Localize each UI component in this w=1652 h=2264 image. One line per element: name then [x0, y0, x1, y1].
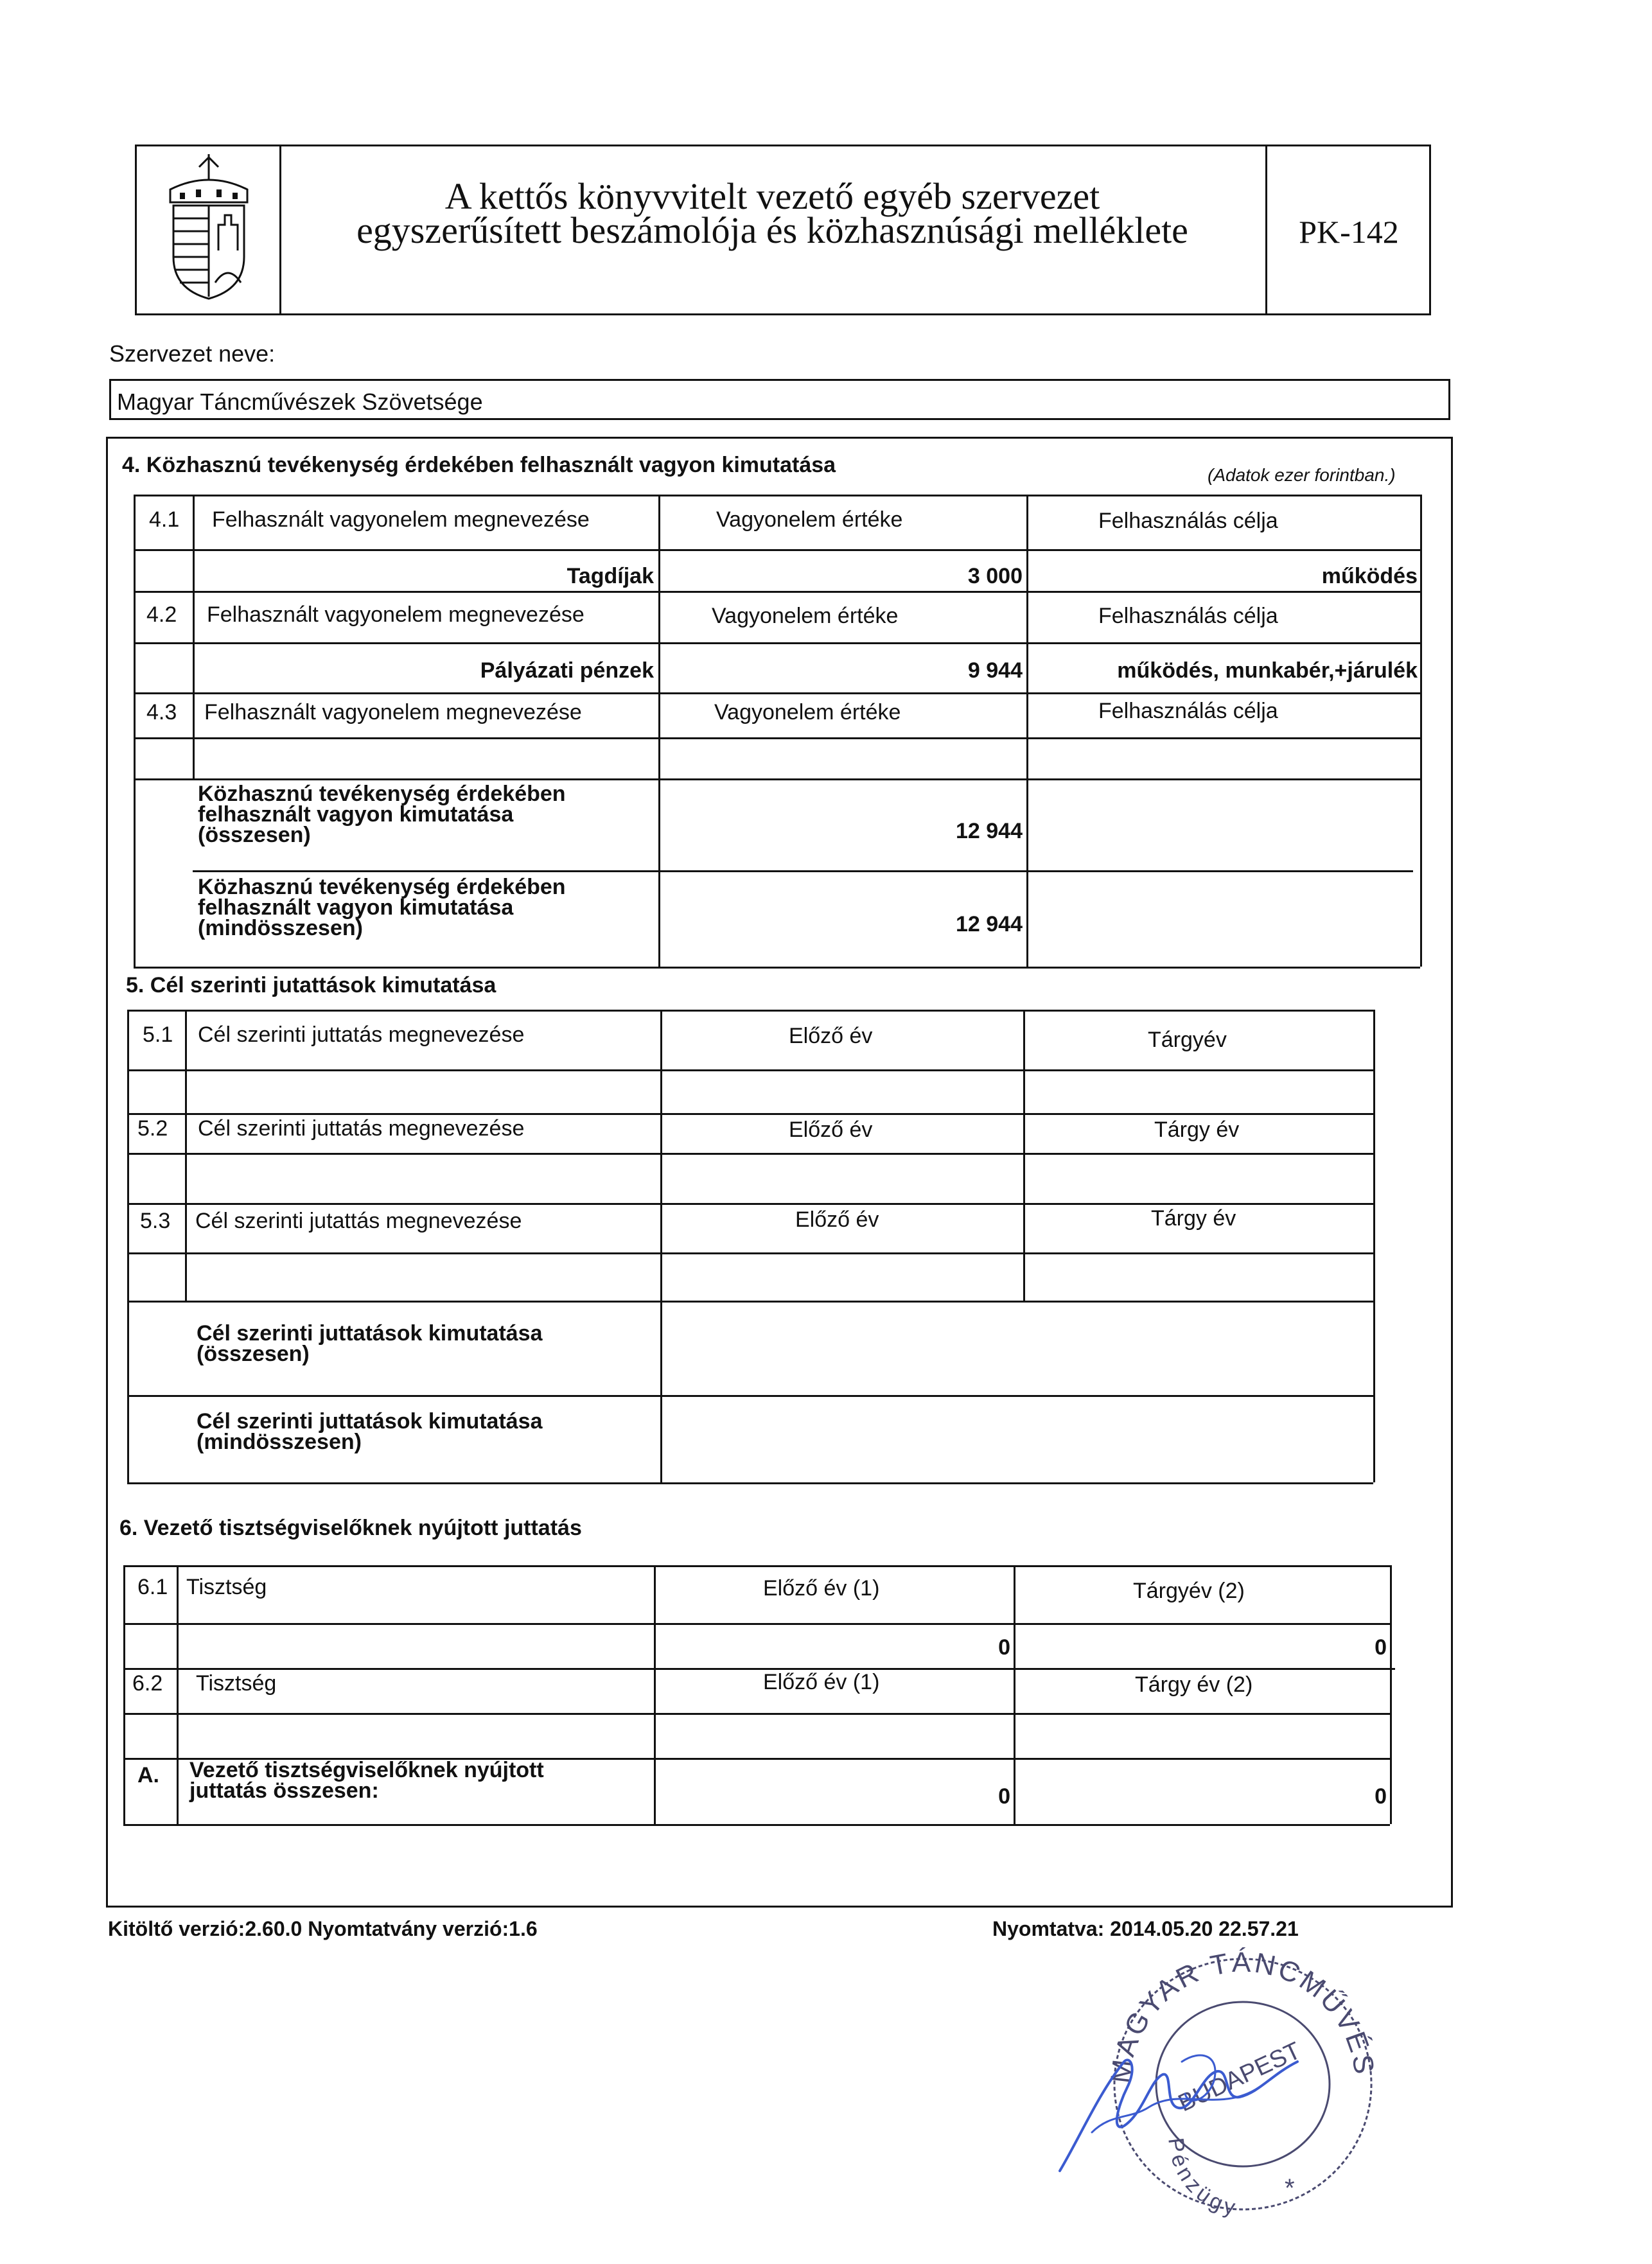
s4-row1-col3: Felhasználás célja [1098, 509, 1278, 533]
s6-row1-num: 6.1 [137, 1575, 168, 1599]
s5-vline-right [1373, 1010, 1375, 1482]
footer-version: Kitöltő verzió:2.60.0 Nyomtatvány verzió:1.6 [108, 1917, 538, 1940]
s6-vline-num [177, 1565, 179, 1824]
s4-row2-num: 4.2 [146, 602, 177, 627]
s4-line-6 [134, 778, 1420, 780]
s4-row1-value: 3 000 [967, 564, 1023, 588]
s4-line-bottom [134, 967, 1420, 969]
s6-total-num: A. [137, 1763, 159, 1787]
s5-line-5 [127, 1252, 1373, 1254]
s4-row2-col2: Vagyonelem értéke [712, 604, 899, 628]
title-line-1: A kettős könyvvitelt vezető egyéb szervezet [444, 175, 1100, 217]
s5-row3-col3: Tárgy év [1151, 1206, 1236, 1231]
s4-grand-total-label: Közhasznú tevékenység érdekében felhasznált vagyon kimutatása (mindösszesen) [198, 875, 566, 940]
s5-line-top [127, 1010, 1373, 1012]
s5-row1-col2: Előző év [789, 1024, 873, 1048]
s4-vline-num [193, 495, 195, 778]
s6-line-top [123, 1565, 1390, 1567]
s4-row1-num: 4.1 [149, 507, 180, 532]
s6-line-2 [123, 1668, 1395, 1670]
s4-row2-col1: Felhasznált vagyonelem megnevezése [207, 602, 584, 627]
s6-total-curr: 0 [1375, 1784, 1387, 1809]
section4-note: (Adatok ezer forintban.) [1208, 465, 1396, 485]
s6-row2-col3: Tárgy év (2) [1135, 1672, 1253, 1697]
stamp-bottom-text: Pénzügy [1163, 2136, 1242, 2221]
s6-line-1 [123, 1623, 1390, 1625]
s5-row2-col3: Tárgy év [1154, 1118, 1240, 1142]
s6-total-prev: 0 [998, 1784, 1010, 1809]
s4-line-5 [134, 737, 1420, 739]
s5-row1-col3: Tárgyév [1148, 1028, 1227, 1052]
s6-vline-right [1390, 1565, 1392, 1824]
signature [1053, 2036, 1323, 2177]
svg-text:*: * [1285, 2174, 1295, 2202]
s5-line-bottom [127, 1482, 1373, 1484]
s5-grand-total-label: Cél szerinti juttatások kimutatása (mindösszesen) [197, 1409, 543, 1454]
coat-of-arms-icon [161, 154, 257, 302]
s6-row2-col1: Tisztség [196, 1671, 277, 1696]
s4-line-3 [134, 642, 1420, 644]
header-divider-left [279, 145, 281, 315]
s6-row2-col2: Előző év (1) [763, 1670, 880, 1694]
s5-line-4 [127, 1203, 1373, 1205]
s6-row1-prev: 0 [998, 1635, 1010, 1660]
s6-vline-prev [1014, 1565, 1015, 1824]
s5-row1-col1: Cél szerinti juttatás megnevezése [198, 1022, 525, 1047]
s4-row1-item: Tagdíjak [567, 564, 654, 588]
s5-line-3 [127, 1153, 1373, 1155]
s4-row2-value: 9 944 [967, 658, 1023, 683]
s4-grand-total-value: 12 944 [956, 912, 1023, 936]
s4-vline-name [658, 495, 660, 967]
s4-vline-left [134, 495, 136, 967]
s5-row3-col2: Előző év [795, 1207, 879, 1232]
s6-line-bottom [123, 1824, 1390, 1826]
s5-vline-prev [1023, 1010, 1025, 1301]
s4-line-1 [134, 549, 1420, 551]
s4-row2-col3: Felhasználás célja [1098, 604, 1278, 628]
section6-title: 6. Vezető tisztségviselőknek nyújtott juttatás [119, 1516, 582, 1540]
stamp-ring-text: MAGYAR TÁNCMŰVÉS [1105, 1946, 1381, 2085]
s5-line-1 [127, 1069, 1373, 1071]
s5-line-7 [127, 1395, 1373, 1397]
title-line-2: egyszerűsített beszámolója és közhasznúsági melléklete [356, 209, 1188, 251]
organization-name: Magyar Táncművészek Szövetsége [117, 389, 483, 415]
s5-line-6 [127, 1301, 1373, 1303]
footer-printed: Nyomtatva: 2014.05.20 22.57.21 [992, 1917, 1299, 1940]
organization-label: Szervezet neve: [109, 340, 276, 367]
s4-row1-col2: Vagyonelem értéke [716, 507, 903, 532]
s6-line-3 [123, 1713, 1390, 1715]
s4-row3-num: 4.3 [146, 700, 177, 724]
s5-line-2 [127, 1113, 1373, 1115]
section4-title: 4. Közhasznú tevékenység érdekében felhasznált vagyon kimutatása [122, 453, 836, 477]
s5-row2-col1: Cél szerinti juttatás megnevezése [198, 1116, 525, 1141]
s4-row3-col3: Felhasználás célja [1098, 699, 1278, 723]
stamp-inner-text: BUDAPEST [1174, 2037, 1305, 2118]
s4-total-value: 12 944 [956, 819, 1023, 843]
s6-row1-col1: Tisztség [186, 1575, 267, 1599]
s6-row1-col3: Tárgyév (2) [1133, 1579, 1245, 1603]
s4-line-top [134, 495, 1420, 496]
s5-row2-num: 5.2 [137, 1116, 168, 1141]
s4-line-7 [193, 870, 1413, 872]
s4-line-2 [134, 591, 1420, 593]
s4-row1-purpose: működés [1321, 564, 1418, 588]
s4-vline-right [1420, 495, 1422, 967]
s4-line-4 [134, 692, 1420, 694]
s5-row3-col1: Cél szerinti jutattás megnevezése [195, 1209, 522, 1233]
s4-row2-purpose: működés, munkabér,+járulék [1117, 658, 1418, 683]
s6-row1-col2: Előző év (1) [763, 1576, 880, 1601]
form-code: PK-142 [1299, 214, 1399, 250]
s5-vline-left [127, 1010, 129, 1482]
s4-row1-col1: Felhasznált vagyonelem megnevezése [212, 507, 590, 532]
s6-total-label: Vezető tisztségviselőknek nyújtott juttatás összesen: [189, 1758, 544, 1803]
s4-row3-col2: Vagyonelem értéke [714, 700, 901, 724]
s5-vline-num [185, 1010, 187, 1301]
s4-total-label: Közhasznú tevékenység érdekében felhasznált vagyon kimutatása (összesen) [198, 782, 566, 847]
s6-row2-num: 6.2 [132, 1671, 163, 1696]
s5-row1-num: 5.1 [143, 1022, 173, 1047]
s5-row3-num: 5.3 [140, 1209, 171, 1233]
s4-row2-item: Pályázati pénzek [480, 658, 654, 683]
s4-vline-value [1026, 495, 1028, 967]
s5-row2-col2: Előző év [789, 1118, 873, 1142]
s4-row3-col1: Felhasznált vagyonelem megnevezése [204, 700, 582, 724]
s5-vline-name [660, 1010, 662, 1482]
s6-row1-curr: 0 [1375, 1635, 1387, 1660]
s5-total-label: Cél szerinti juttatások kimutatása (összesen) [197, 1321, 543, 1366]
header-divider-right [1265, 145, 1267, 315]
s6-vline-name [654, 1565, 656, 1824]
s6-vline-left [123, 1565, 125, 1824]
section5-title: 5. Cél szerinti jutattások kimutatása [126, 973, 496, 997]
